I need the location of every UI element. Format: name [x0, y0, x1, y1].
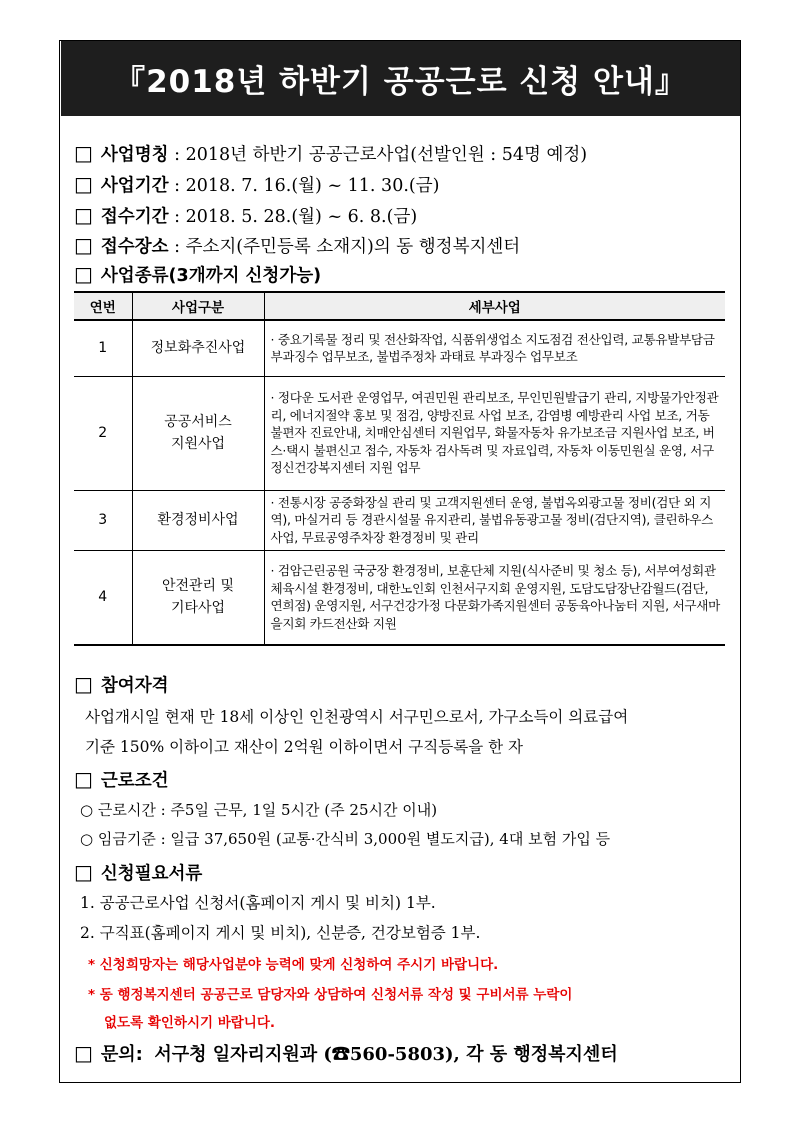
page-title: 『2018년 하반기 공공근로 신청 안내』 [61, 41, 740, 116]
info-business-period [74, 172, 439, 197]
table-row [74, 490, 725, 550]
header-detail: 세부사업 [264, 292, 725, 320]
category-line: 기타사업 [170, 600, 226, 617]
section-qualification [74, 672, 169, 697]
category-line: 정보화추진사업 [150, 340, 246, 357]
section-documents [74, 860, 202, 885]
info-label: 사업종류(3개까지 신청가능) [100, 266, 322, 286]
info-label: 사업명칭 [100, 145, 169, 165]
info-label: 접수기간 [100, 207, 169, 227]
info-value: : 2018년 하반기 공공근로사업(선발인원 : 54명 예정) [174, 145, 588, 165]
table-row [74, 320, 725, 376]
section-conditions [74, 767, 169, 792]
checkbox-icon: □ [74, 141, 93, 165]
table-row [74, 376, 725, 490]
category-line: 안전관리 및 [161, 578, 235, 595]
info-business-name [74, 141, 587, 166]
row-number: 4 [74, 550, 132, 645]
info-application-place [74, 233, 520, 258]
category-line: 지원사업 [170, 436, 226, 452]
section-label: 근로조건 [100, 771, 169, 791]
header-category: 사업구분 [132, 292, 264, 320]
contact-label: 문의: [100, 1044, 143, 1065]
info-label: 사업기간 [100, 176, 169, 196]
info-business-types [74, 262, 321, 287]
checkbox-icon: □ [74, 203, 93, 227]
category-line: 환경정비사업 [157, 512, 239, 528]
checkbox-icon: □ [74, 1041, 93, 1065]
section-label: 신청필요서류 [100, 864, 203, 884]
documents-note: 없도록 확인하시기 바랍니다. [104, 1015, 276, 1031]
info-label: 접수장소 [100, 237, 169, 257]
info-value: : 주소지(주민등록 소재지)의 동 행정복지센터 [174, 237, 521, 257]
row-category [132, 550, 264, 645]
contact-value: 서구청 일자리지원과 (☎560-5803), 각 동 행정복지센터 [154, 1044, 618, 1065]
row-number: 3 [74, 490, 132, 550]
table-header-row [74, 292, 725, 320]
documents-note: * 신청희망자는 해당사업분야 능력에 맞게 신청하여 주시기 바랍니다. [88, 957, 499, 973]
row-detail: · 정다운 도서관 운영업무, 여권민원 관리보조, 무인민원발급기 관리, 지방물가안정관리, 에너지절약 홍보 및 점검, 양방진료 사업 보조, 감염병 예방관리 사업 보조, 거동불편자 진료안내, 치매안심센터 지원업무, 화물자동차 유가보조금 지원사업 보조, 버스·택시 불편신고 접수, 자동차 검사독려 및 자료입력, 자동차 이동민원실 운영, 서구정신건강복지센터 지원 업무 [264, 376, 725, 490]
row-number: 2 [74, 376, 132, 490]
row-number: 1 [74, 320, 132, 376]
checkbox-icon: □ [74, 262, 93, 286]
table-row [74, 550, 725, 645]
checkbox-icon: □ [74, 860, 93, 884]
checkbox-icon: □ [74, 233, 93, 257]
qualification-line: 사업개시일 현재 만 18세 이상인 인천광역시 서구민으로서, 가구소득이 의료급여 [85, 708, 629, 726]
conditions-line: ○ 근로시간 : 주5일 근무, 1일 5시간 (주 25시간 이내) [80, 801, 438, 819]
checkbox-icon: □ [74, 672, 93, 696]
row-detail: · 검암근린공원 국궁장 환경정비, 보훈단체 지원(식사준비 및 청소 등), 서부여성회관 체육시설 환경정비, 대한노인회 인천서구지회 운영지원, 도담도담장난감월드(검단, 연희점) 운영지원, 서구건강가정 다문화가족지원센터 공동육아나눔터 지원, 서구새마을지회 카드전산화 지원 [264, 550, 725, 645]
documents-note: * 동 행정복지센터 공공근로 담당자와 상담하여 신청서류 작성 및 구비서류 누락이 [88, 987, 573, 1003]
info-application-period [74, 203, 417, 228]
checkbox-icon: □ [74, 172, 93, 196]
row-category [132, 376, 264, 490]
checkbox-icon: □ [74, 767, 93, 791]
section-label: 참여자격 [100, 676, 169, 696]
header-no: 연번 [74, 292, 132, 320]
business-table [74, 291, 725, 646]
qualification-line: 기준 150% 이하이고 재산이 2억원 이하이면서 구직등록을 한 자 [85, 738, 523, 756]
documents-line: 1. 공공근로사업 신청서(홈페이지 게시 및 비치) 1부. [80, 894, 436, 912]
row-category [132, 320, 264, 376]
info-value: : 2018. 5. 28.(월) ~ 6. 8.(금) [174, 207, 418, 227]
documents-line: 2. 구직표(홈페이지 게시 및 비치), 신분증, 건강보험증 1부. [80, 924, 481, 942]
info-value: : 2018. 7. 16.(월) ~ 11. 30.(금) [174, 176, 440, 196]
row-detail: · 전통시장 공중화장실 관리 및 고객지원센터 운영, 불법옥외광고물 정비(검단 외 지역), 마실거리 등 경관시설물 유지관리, 불법유동광고물 정비(검단지역), 클린하우스 사업, 무료공영주차장 환경정비 및 관리 [264, 490, 725, 550]
row-detail: · 중요기록물 정리 및 전산화작업, 식품위생업소 지도점검 전산입력, 교통유발부담금 부과징수 업무보조, 불법주정차 과태료 부과징수 업무보조 [264, 320, 725, 376]
section-contact [74, 1040, 618, 1066]
row-category [132, 490, 264, 550]
category-line: 공공서비스 [164, 414, 232, 430]
conditions-line: ○ 임금기준 : 일급 37,650원 (교통·간식비 3,000원 별도지급), 4대 보험 가입 등 [80, 830, 611, 848]
